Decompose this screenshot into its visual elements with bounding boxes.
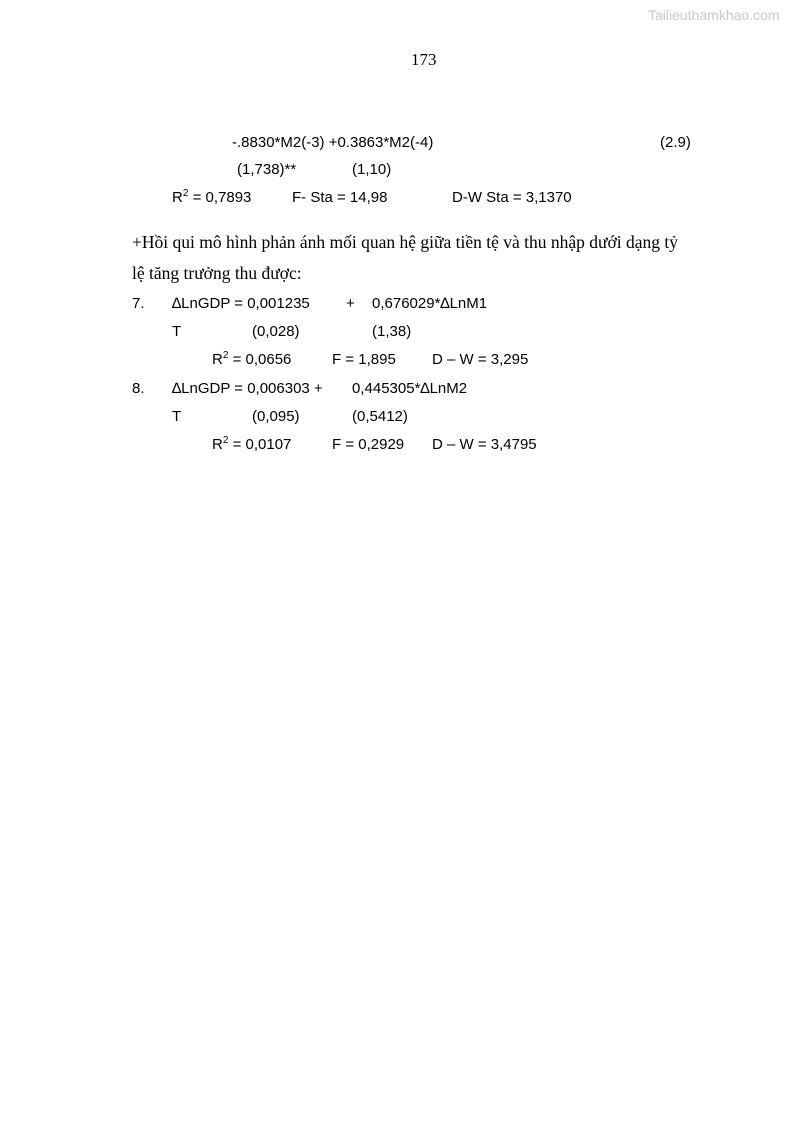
r-label: R [172,189,183,206]
eq29-r-squared [172,189,251,206]
model-8-f-stat: F = 0,2929 [332,436,405,453]
model-7-rhs: 0,676029*∆LnM1 [372,295,488,312]
model-7-tstat-2: (1,38) [372,323,412,340]
watermark: Tailieuthamkhao.com [648,7,780,23]
model-7-lhs: ∆LnGDP = 0,001235 [172,295,310,312]
r-sup: 2 [222,435,229,446]
eq29-terms: -.8830*M2(-3) +0.3863*M2(-4) [232,134,434,151]
model-8-t-label: T [172,408,182,425]
paragraph-line-2: lệ tăng trưởng thu được: [132,263,302,283]
model-8-tstat-2: (0,5412) [352,408,408,425]
r-value: = 0,7893 [188,189,252,206]
model-7-index: 7. [132,295,145,312]
model-8-index: 8. [132,380,145,397]
model-8-dw-stat: D – W = 3,4795 [432,436,537,453]
eq29-number: (2.9) [660,134,691,151]
r-sup: 2 [182,188,189,199]
paragraph-line-1: +Hồi qui mô hình phản ánh mối quan hệ giữa tiền tệ và thu nhập dưới dạng tỷ [132,232,678,252]
model-7-t-label: T [172,323,182,340]
model-7-f-stat: F = 1,895 [332,351,396,368]
r-label: R [212,436,223,453]
eq29-dw-stat: D-W Sta = 3,1370 [452,189,572,206]
model-7-dw-stat: D – W = 3,295 [432,351,529,368]
r-label: R [212,351,223,368]
r-value: = 0,0656 [228,351,292,368]
model-8-rhs: 0,445305*∆LnM2 [352,380,468,397]
r-sup: 2 [222,350,229,361]
model-8-tstat-1: (0,095) [252,408,300,425]
model-7-tstat-1: (0,028) [252,323,300,340]
page-number: 173 [411,50,437,69]
model-7-op: + [346,295,355,312]
model-8-lhs: ∆LnGDP = 0,006303 + [172,380,323,397]
model-8-r-squared [212,436,291,453]
model-7-r-squared [212,351,291,368]
eq29-tstat-1: (1,738)** [237,161,297,178]
r-value: = 0,0107 [228,436,292,453]
eq29-f-stat: F- Sta = 14,98 [292,189,388,206]
eq29-tstat-2: (1,10) [352,161,392,178]
